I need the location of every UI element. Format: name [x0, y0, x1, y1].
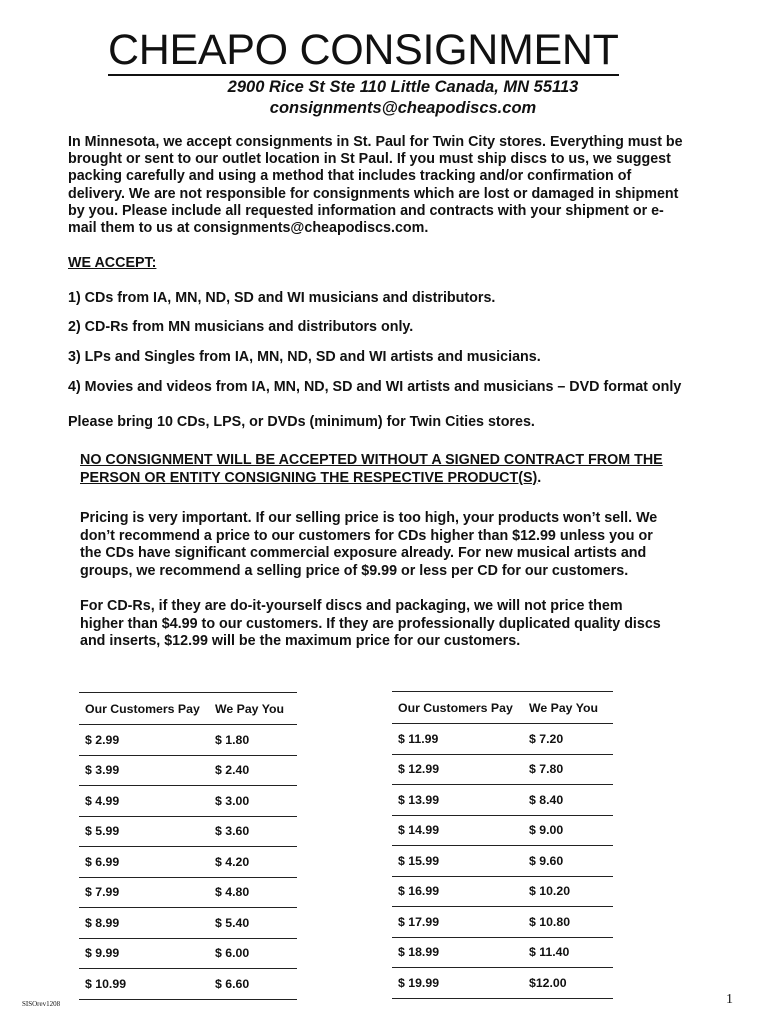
column-header-customers-pay: Our Customers Pay [392, 692, 523, 724]
payout-cell: $12.00 [523, 968, 613, 999]
table-row [79, 877, 297, 908]
payout-cell: $ 10.80 [523, 907, 613, 938]
table-row [79, 969, 297, 1000]
column-header-we-pay-you: We Pay You [209, 693, 297, 725]
pricing-paragraph [80, 510, 720, 580]
customer-price-cell: $ 4.99 [79, 786, 209, 817]
payout-cell: $ 6.60 [209, 969, 297, 1000]
accept-item-movies: 4) Movies and videos from IA, MN, ND, SD and WI artists and musicians – DVD format only [68, 379, 682, 395]
cdr-line: higher than $4.99 to our customers. If they are professionally duplicated quality discs [80, 615, 661, 632]
table-row [392, 785, 613, 816]
payout-cell: $ 3.00 [209, 786, 297, 817]
payout-cell: $ 8.40 [523, 785, 613, 816]
table-row [79, 725, 297, 756]
table-row [392, 907, 613, 938]
payout-cell: $ 7.80 [523, 754, 613, 785]
table-row [392, 724, 613, 755]
table-row [79, 816, 297, 847]
payout-cell: $ 11.40 [523, 937, 613, 968]
column-header-we-pay-you: We Pay You [523, 692, 613, 724]
cdr-line: and inserts, $12.99 will be the maximum price for our customers. [80, 633, 521, 650]
table-row [79, 786, 297, 817]
payout-cell: $ 1.80 [209, 725, 297, 756]
pricing-line: Pricing is very important. If our selling price is too high, your products won’t sell. We [80, 510, 658, 526]
customer-price-cell: $ 16.99 [392, 876, 523, 907]
customer-price-cell: $ 18.99 [392, 937, 523, 968]
cdr-line: For CD-Rs, if they are do-it-yourself discs and packaging, we will not price them [80, 598, 623, 614]
payout-cell: $ 5.40 [209, 908, 297, 939]
page-title: CHEAPO CONSIGNMENT [108, 26, 619, 74]
customer-price-cell: $ 15.99 [392, 846, 523, 877]
pricing-line: don’t recommend a price to our customers for CDs higher than $12.99 unless you or [80, 527, 653, 544]
form-code: SISOrev1208 [22, 1000, 61, 1008]
customer-price-cell: $ 14.99 [392, 815, 523, 846]
payout-table-right [392, 691, 613, 999]
minimum-note: Please bring 10 CDs, LPS, or DVDs (minimum) for Twin Cities stores. [68, 414, 535, 430]
table-row [79, 908, 297, 939]
payout-cell: $ 10.20 [523, 876, 613, 907]
pricing-line: the CDs have significant commercial exposure already. For new musical artists and [80, 545, 647, 562]
table-header-row [79, 693, 297, 725]
customer-price-cell: $ 7.99 [79, 877, 209, 908]
customer-price-cell: $ 19.99 [392, 968, 523, 999]
table-row [79, 938, 297, 969]
payout-cell: $ 7.20 [523, 724, 613, 755]
customer-price-cell: $ 8.99 [79, 908, 209, 939]
store-email: consignments@cheapodiscs.com [269, 99, 537, 117]
customer-price-cell: $ 6.99 [79, 847, 209, 878]
customer-price-cell: $ 17.99 [392, 907, 523, 938]
table-row [392, 968, 613, 999]
payout-cell: $ 9.00 [523, 815, 613, 846]
payout-cell: $ 6.00 [209, 938, 297, 969]
warning-line: NO CONSIGNMENT WILL BE ACCEPTED WITHOUT A SIGNED CONTRACT FROM THE [80, 452, 663, 468]
payout-cell: $ 3.60 [209, 816, 297, 847]
store-address: 2900 Rice St Ste 110 Little Canada, MN 55113 [227, 78, 579, 96]
page-number: 1 [726, 992, 733, 1007]
accept-item-lps: 3) LPs and Singles from IA, MN, ND, SD and WI artists and musicians. [68, 349, 541, 365]
column-header-customers-pay: Our Customers Pay [79, 693, 209, 725]
we-accept-heading: WE ACCEPT: [68, 255, 157, 271]
customer-price-cell: $ 3.99 [79, 755, 209, 786]
customer-price-cell: $ 10.99 [79, 969, 209, 1000]
table-row [79, 755, 297, 786]
customer-price-cell: $ 12.99 [392, 754, 523, 785]
pricing-line: groups, we recommend a selling price of $9.99 or less per CD for our customers. [80, 562, 629, 579]
intro-line: delivery. We are not responsible for consignments which are lost or damaged in shipment [68, 185, 679, 202]
customer-price-cell: $ 9.99 [79, 938, 209, 969]
intro-line: mail them to us at consignments@cheapodiscs.com. [68, 220, 429, 237]
customer-price-cell: $ 13.99 [392, 785, 523, 816]
payout-table-left [79, 692, 297, 1000]
intro-line: by you. Please include all requested information and contracts with your shipment or e- [68, 202, 664, 219]
intro-line: packing carefully and using a method that includes tracking and/or confirmation of [68, 168, 632, 185]
payout-cell: $ 9.60 [523, 846, 613, 877]
customer-price-cell: $ 2.99 [79, 725, 209, 756]
contract-warning [80, 452, 720, 487]
warning-line: PERSON OR ENTITY CONSIGNING THE RESPECTIVE PRODUCT(S) [80, 469, 538, 486]
payout-cell: $ 2.40 [209, 755, 297, 786]
accept-item-cds: 1) CDs from IA, MN, ND, SD and WI musicians and distributors. [68, 290, 496, 306]
intro-line: In Minnesota, we accept consignments in St. Paul for Twin City stores. Everything must be [68, 134, 683, 150]
customer-price-cell: $ 11.99 [392, 724, 523, 755]
intro-paragraph [68, 134, 732, 237]
table-header-row [392, 692, 613, 724]
payout-cell: $ 4.20 [209, 847, 297, 878]
table-row [392, 815, 613, 846]
payout-cell: $ 4.80 [209, 877, 297, 908]
table-row [392, 754, 613, 785]
accept-item-cdrs: 2) CD-Rs from MN musicians and distributors only. [68, 319, 414, 335]
table-row [392, 876, 613, 907]
customer-price-cell: $ 5.99 [79, 816, 209, 847]
warning-period: . [537, 469, 542, 486]
cdr-paragraph [80, 598, 720, 651]
intro-line: brought or sent to our outlet location in St Paul. If you must ship discs to us, we suggest [68, 151, 671, 168]
table-row [392, 937, 613, 968]
table-row [79, 847, 297, 878]
table-row [392, 846, 613, 877]
